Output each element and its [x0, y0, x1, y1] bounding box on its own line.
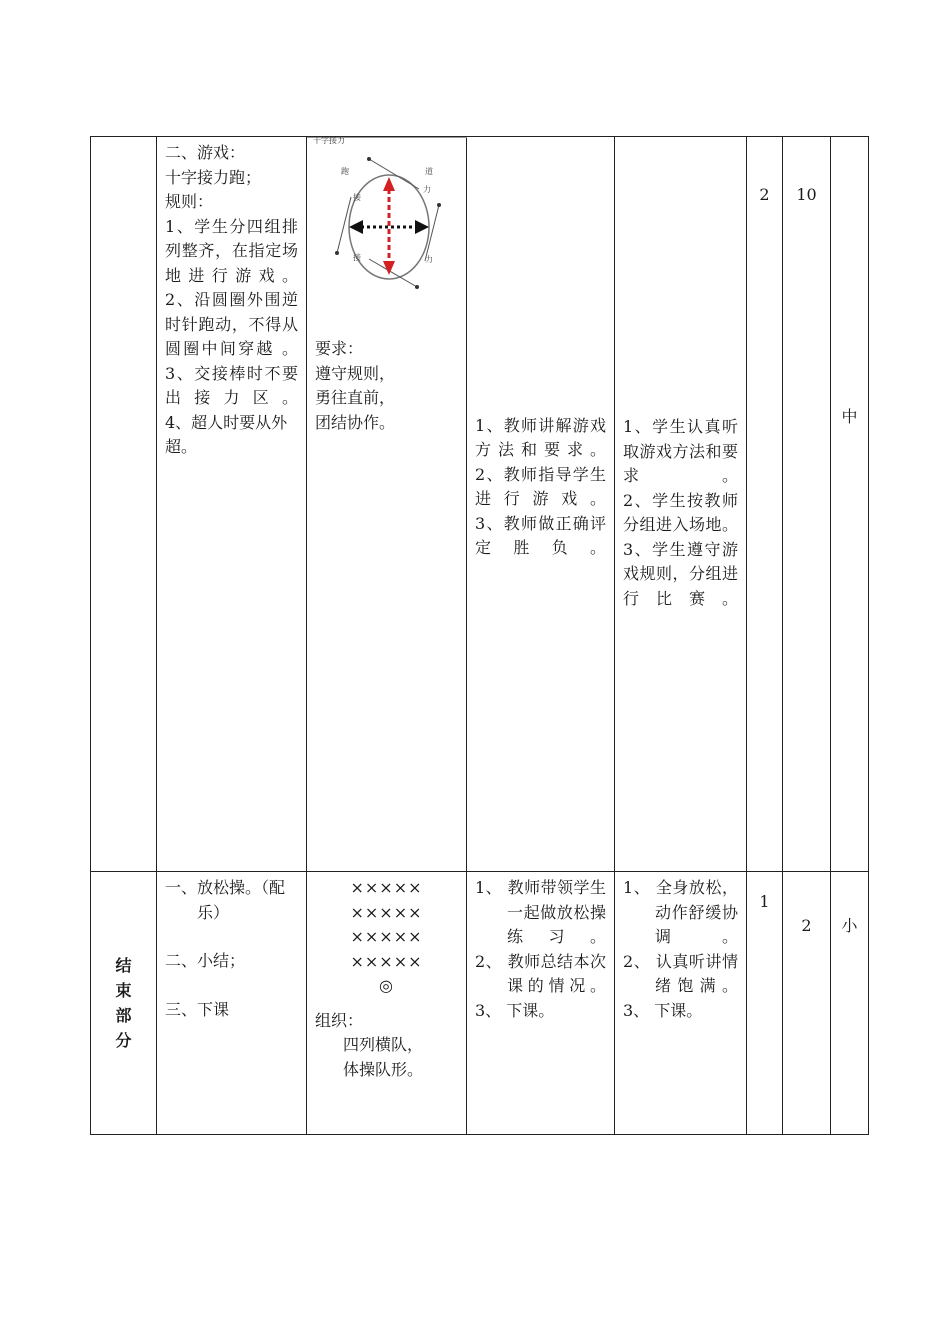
- intensity-cell: 中: [831, 137, 869, 872]
- student-item: 2、学生按教师分组进入场地。: [623, 490, 738, 534]
- content-heading: 二、游戏：: [165, 143, 246, 162]
- teacher-item: 1、 教师带领学生一起做放松操练习。: [475, 878, 606, 946]
- org-line: 四列横队，: [343, 1035, 424, 1054]
- closing-item: 二、小结；: [165, 951, 246, 970]
- table-row-closing: [91, 872, 869, 1135]
- closing-item: 三、下课: [165, 999, 230, 1019]
- formation-row: ×××××: [350, 951, 423, 971]
- organization-cell-closing: [307, 872, 467, 1135]
- formation-row: ×××××: [350, 902, 423, 922]
- diagram-label-jie: 接: [353, 253, 361, 262]
- game-name: 十字接力跑；: [165, 167, 262, 187]
- teacher-activity-cell: [467, 137, 615, 872]
- relay-diagram-drawing: [307, 137, 467, 315]
- student-item: 3、学生遵守游戏规则，分组进行比赛。: [623, 539, 738, 608]
- org-line: 体操队形。: [343, 1059, 424, 1079]
- rule-item: 1、学生分四组排列整齐，在指定场地进行游戏。: [165, 216, 298, 285]
- content-cell-closing: [157, 872, 307, 1135]
- student-item: 2、 认真听讲情绪饱满。: [623, 951, 738, 995]
- formation-row: ×××××: [350, 927, 423, 946]
- count-cell: 2: [747, 137, 783, 872]
- requirements-label: 要求：: [315, 339, 364, 358]
- table-row-game: [91, 137, 869, 872]
- student-activity-cell: [615, 137, 747, 872]
- section-cell-closing: [91, 872, 157, 1135]
- teacher-item: 2、 教师总结本次课的情况。: [475, 951, 606, 995]
- student-activity-cell-closing: [615, 872, 747, 1135]
- requirement-item: 团结协作。: [315, 412, 396, 432]
- rule-item: 4、超人时要从外超。: [165, 412, 288, 456]
- student-item: 1、 全身放松，动作舒缓协调。: [623, 878, 738, 946]
- requirement-item: 勇往直前，: [315, 388, 396, 407]
- lesson-plan-table: [90, 136, 869, 1135]
- rule-item: 3、交接棒时不要出接力区。: [165, 363, 298, 407]
- count-cell-closing: 1: [747, 872, 783, 1135]
- organization-cell: [307, 137, 467, 872]
- content-cell: [157, 137, 307, 872]
- intensity-cell-closing: 小: [831, 872, 869, 1135]
- diagram-label-dao: 道: [425, 167, 433, 176]
- diagram-label-jie: 接: [353, 193, 361, 202]
- teacher-item: 1、教师讲解游戏方法和要求。: [475, 415, 606, 459]
- diagram-label-li: 力: [425, 255, 433, 264]
- closing-item: 一、放松操。（配乐）: [165, 878, 286, 922]
- student-item: 3、 下课。: [623, 1000, 703, 1020]
- diagram-label-li: 力: [423, 185, 431, 194]
- teacher-item: 2、教师指导学生进行游戏。: [475, 464, 606, 508]
- time-cell-closing: 2: [783, 872, 831, 1135]
- rule-item: 2、沿圆圈外围逆时针跑动，不得从圆圈中间穿越 。: [165, 290, 298, 358]
- rules-label: 规则：: [165, 192, 214, 211]
- diagram-label-pao: 跑: [341, 167, 349, 176]
- requirement-item: 遵守规则，: [315, 363, 396, 383]
- student-item: 1、学生认真听取游戏方法和要求。: [623, 417, 738, 485]
- teacher-activity-cell-closing: [467, 872, 615, 1135]
- relay-diagram: [307, 137, 466, 315]
- section-label: 结 束 部 分: [115, 955, 132, 1050]
- org-label: 组织：: [315, 1010, 364, 1030]
- teacher-item: 3、教师做正确评定胜负。: [475, 513, 606, 557]
- time-cell: 10: [783, 137, 831, 872]
- teacher-item: 3、 下课。: [475, 1000, 555, 1020]
- section-cell-empty: [91, 137, 157, 872]
- formation-row: ×××××: [350, 878, 423, 897]
- teacher-position-symbol: ◎: [379, 976, 394, 995]
- diagram-title: 十字接力: [313, 136, 345, 145]
